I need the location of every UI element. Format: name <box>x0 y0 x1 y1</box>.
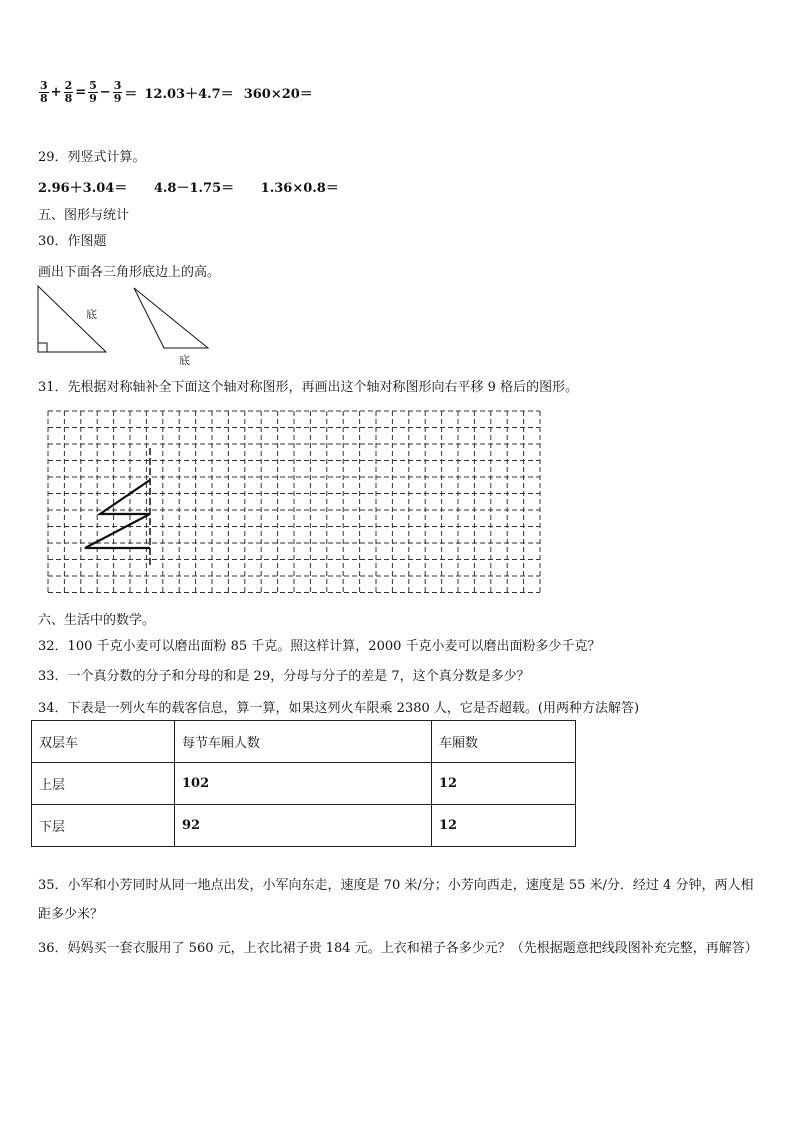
question-35: 35．小军和小芳同时从同一地点出发，小军向东走，速度是 70 米/分；小芳向西走，速度是 55 米/分．经过 4 分钟，两人相距多少米？ <box>38 878 754 922</box>
fraction-3-9: $\frac{3}{9}$ <box>113 79 122 105</box>
q29-expr-2: 4.8－1.75＝ <box>153 181 235 196</box>
question-36: 36．妈妈买一套衣服用了 560 元，上衣比裙子贵 184 元。上衣和裙子各多少元？（先根据题意把线段图补充完整，再解答） <box>38 941 758 956</box>
q29-expr-3: 1.36×0.8＝ <box>260 181 339 196</box>
table-header-row <box>32 721 576 763</box>
question-32: 32．100 千克小麦可以磨出面粉 85 千克。照这样计算，2000 千克小麦可以磨出面粉多少千克？ <box>38 639 601 654</box>
q29-expr-1: 2.96＋3.04＝ <box>38 181 128 196</box>
table-header-cell: 车厢数 <box>432 721 576 763</box>
table-cell: 下层 <box>32 805 175 847</box>
table-header-cell: 每节车厢人数 <box>175 721 432 763</box>
arithmetic-line-1: $\frac{3}{8}$ + $\frac{2}{8}$ = $\frac{5}{9}$ − $\frac{3}{9}$ ＝ 12.03＋4.7＝ 360×20＝ <box>40 79 313 105</box>
question-29-exprs <box>38 177 339 196</box>
question-30-title: 30．作图题 <box>38 234 107 249</box>
table-cell: 102 <box>175 763 432 805</box>
right-angle-mark <box>38 343 47 352</box>
question-33: 33．一个真分数的分子和分母的和是 29，分母与分子的差是 7，这个真分数是多少？ <box>38 669 530 684</box>
table-cell: 12 <box>432 763 576 805</box>
fraction-5-9: $\frac{5}{9}$ <box>89 79 97 105</box>
question-30-instruction: 画出下面各三角形底边上的高。 <box>38 265 221 280</box>
triangles-figure <box>30 280 220 370</box>
half-shape <box>85 480 150 548</box>
table-cell: 上层 <box>32 763 175 805</box>
fraction-3-8: $\frac{3}{8}$ <box>40 79 48 105</box>
section-5-heading: 五、图形与统计 <box>38 208 130 223</box>
dotted-grid <box>45 408 545 602</box>
table-row <box>32 763 576 805</box>
expr-decimal-add: 12.03＋4.7＝ <box>144 87 234 102</box>
table-cell: 92 <box>175 805 432 847</box>
expr-multiply: 360×20＝ <box>243 87 313 102</box>
obtuse-triangle <box>134 288 208 348</box>
train-passenger-table <box>31 720 576 847</box>
table-cell: 12 <box>432 805 576 847</box>
question-29-title: 29．列竖式计算。 <box>38 150 146 165</box>
table-header-cell: 双层车 <box>32 721 175 763</box>
fraction-2-8: $\frac{2}{8}$ <box>64 79 73 105</box>
section-6-heading: 六、生活中的数学。 <box>38 613 156 628</box>
question-34-title: 34．下表是一列火车的载客信息，算一算，如果这列火车限乘 2380 人，它是否超载。(用两种方法解答) <box>38 701 640 716</box>
base-label-2: 底 <box>179 354 190 367</box>
base-label-1: 底 <box>86 308 97 321</box>
table-row <box>32 805 576 847</box>
question-31-title: 31．先根据对称轴补全下面这个轴对称图形，再画出这个轴对称图形向右平移 9 格后的图形。 <box>38 380 579 395</box>
